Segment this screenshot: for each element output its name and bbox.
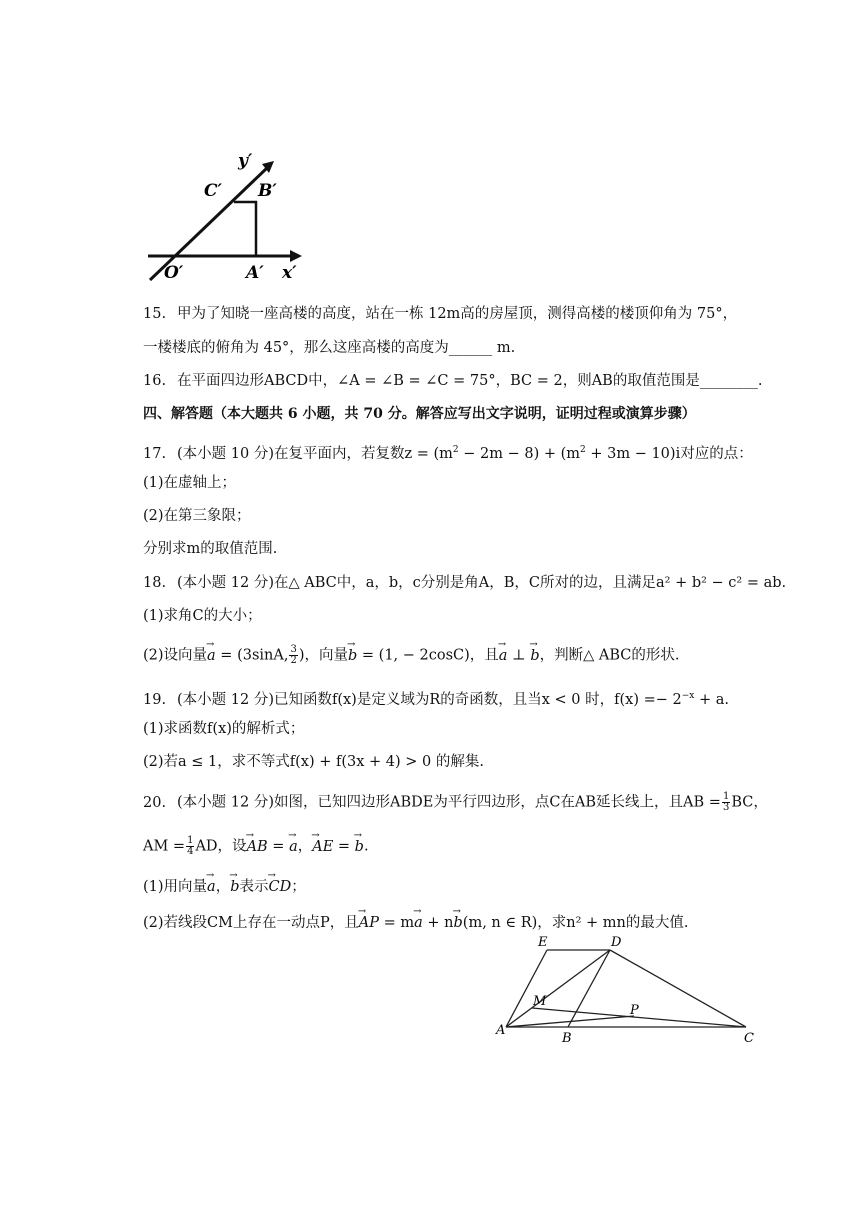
numerator: 1 xyxy=(187,835,194,846)
question-20-line2 xyxy=(143,836,369,857)
parallelogram-outline xyxy=(234,202,256,256)
question-text: + a. xyxy=(694,691,729,708)
exponent: 2 xyxy=(452,445,459,455)
numerator: 3 xyxy=(290,644,297,655)
text: (1)用向量 xyxy=(143,879,208,895)
question-18-part2 xyxy=(143,645,679,666)
question-number: 18. xyxy=(143,575,167,591)
question-text: + 3m − 10)i对应的点： xyxy=(585,445,753,462)
text: = xyxy=(267,838,290,855)
question-text: − 2m − 8) + (m xyxy=(458,445,581,462)
question-text: (本小题 12 分)已知函数f(x)是定义域为R的奇函数，且当x < 0 时，f(x) =− 2 xyxy=(177,691,682,708)
label-b: B′ xyxy=(258,181,277,201)
vector-a: → a xyxy=(499,646,508,666)
question-number: 19. xyxy=(143,691,167,708)
text: (m, n ∈ R)，求n² + mn的最大值. xyxy=(462,915,689,931)
denominator: 3 xyxy=(722,802,730,813)
segment-ad xyxy=(506,950,610,1027)
parallelogram-figure xyxy=(490,930,770,1050)
label-d: D xyxy=(611,935,622,950)
exponent: 2 xyxy=(580,445,586,455)
vector-a: → a xyxy=(289,837,298,857)
label-a: A′ xyxy=(246,263,264,283)
label-a: A xyxy=(496,1023,506,1038)
question-17-part3: 分别求m的取值范围. xyxy=(143,541,278,557)
vector-a: → a xyxy=(207,646,216,666)
text: 表示 xyxy=(239,879,269,895)
numerator: 1 xyxy=(722,791,730,802)
label-e: E xyxy=(538,935,548,950)
label-c: C xyxy=(744,1031,754,1046)
question-text: (本小题 12 分)如图，已知四边形ABDE为平行四边形，点C在AB延长线上，且AB = xyxy=(177,794,721,811)
segment-mc xyxy=(532,1008,746,1027)
text: = (1, − 2cosC)，且 xyxy=(357,647,499,664)
question-number: 17. xyxy=(143,445,167,462)
question-number: 16. xyxy=(143,373,167,389)
segment-ap xyxy=(506,1016,634,1027)
segment-bd xyxy=(568,950,610,1027)
text: AD，设 xyxy=(195,838,247,855)
text: ； xyxy=(291,879,306,895)
vector-ab: → AB xyxy=(247,837,268,857)
text: ，判断△ ABC的形状. xyxy=(539,647,680,664)
label-b: B xyxy=(562,1031,572,1046)
question-17-part1: (1)在虚轴上； xyxy=(143,475,237,491)
question-19-part1: (1)求函数f(x)的解析式； xyxy=(143,721,305,737)
label-x: x′ xyxy=(282,263,297,283)
denominator: 2 xyxy=(290,655,297,666)
question-18-part1: (1)求角C的大小； xyxy=(143,608,262,624)
segment-ae xyxy=(506,950,547,1027)
text: + n xyxy=(422,915,454,931)
text: (2)若线段CM上存在一动点P，且 xyxy=(143,915,359,931)
text: = xyxy=(333,838,355,855)
text: ⊥ xyxy=(507,647,531,664)
question-15-line2 xyxy=(143,338,515,358)
vector-b: → b xyxy=(530,646,539,666)
oblique-axes-figure xyxy=(140,140,310,290)
x-axis-arrow xyxy=(290,250,302,262)
question-16 xyxy=(143,371,762,391)
question-17-stem xyxy=(143,440,753,464)
denominator: 4 xyxy=(187,846,194,857)
vector-cd: → CD xyxy=(269,877,292,897)
label-m: M xyxy=(533,994,547,1009)
exponent: −x xyxy=(681,691,695,701)
vector-ap: → AP xyxy=(359,913,379,933)
vector-ae: → AE xyxy=(312,837,333,857)
vector-a: → a xyxy=(414,913,423,933)
question-text: BC， xyxy=(731,794,768,811)
label-c: C′ xyxy=(204,181,223,201)
question-18-stem xyxy=(143,573,786,593)
label-y: y′ xyxy=(238,151,253,171)
section-heading: 四、解答题（本大题共 6 小题，共 70 分。解答应写出文字说明，证明过程或演算步骤） xyxy=(143,406,696,422)
label-p: P xyxy=(630,1003,639,1018)
question-number: 15. xyxy=(143,306,167,322)
question-20-stem xyxy=(143,792,768,813)
fraction xyxy=(722,792,730,813)
text: = (3sinA, xyxy=(215,647,289,664)
text: (2)设向量 xyxy=(143,647,208,664)
question-text: 在平面四边形ABCD中，∠A = ∠B = ∠C = 75°，BC = 2，则AB的取值范围是________. xyxy=(177,373,763,389)
question-number: 20. xyxy=(143,794,167,811)
question-20-part1 xyxy=(143,877,306,897)
text: . xyxy=(363,838,369,855)
question-19-stem xyxy=(143,686,729,710)
label-o: O′ xyxy=(164,263,184,283)
question-19-part2: (2)若a ≤ 1，求不等式f(x) + f(3x + 4) > 0 的解集. xyxy=(143,754,484,770)
question-text: (本小题 10 分)在复平面内，若复数z = (m xyxy=(177,445,453,462)
text: AM = xyxy=(143,838,186,855)
text: )，向量 xyxy=(298,647,348,664)
question-15-line1 xyxy=(143,304,737,324)
question-17-part2: (2)在第三象限； xyxy=(143,508,251,524)
question-text: (本小题 12 分)在△ ABC中，a，b，c分别是角A，B，C所对的边，且满足a² + b² − c² = ab. xyxy=(177,575,787,591)
vector-b: → b xyxy=(230,877,239,897)
vector-b: → b xyxy=(453,913,462,933)
text: = m xyxy=(378,915,415,931)
text: ， xyxy=(215,879,231,895)
text: ， xyxy=(297,838,313,855)
vector-b: → b xyxy=(348,646,357,666)
fraction xyxy=(289,645,297,666)
question-text: 一楼楼底的俯角为 45°，那么这座高楼的高度为______ m. xyxy=(143,340,516,356)
vector-a: → a xyxy=(207,877,216,897)
vector-b: → b xyxy=(355,837,364,857)
fraction xyxy=(186,836,194,857)
question-text: 甲为了知晓一座高楼的高度，站在一栋 12m高的房屋顶，测得高楼的楼顶仰角为 75°， xyxy=(177,306,738,322)
